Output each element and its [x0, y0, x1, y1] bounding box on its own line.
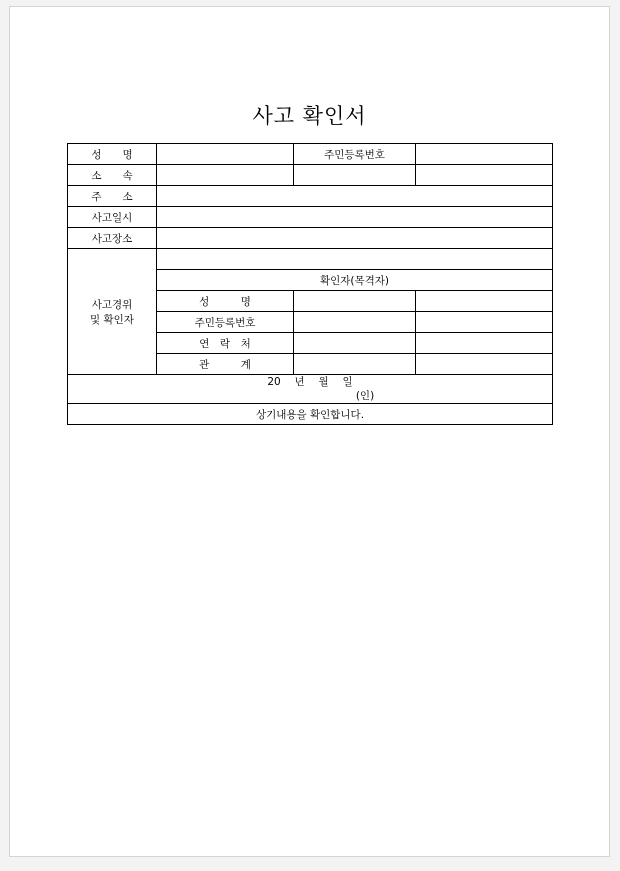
witness-name-label: 성 명: [157, 291, 294, 312]
witness-resident-id-field[interactable]: [294, 312, 416, 333]
confirmation-statement: 상기내용을 확인합니다.: [68, 404, 553, 425]
witness-contact-field[interactable]: [294, 333, 416, 354]
witness-relation-extra[interactable]: [416, 354, 553, 375]
resident-id-label: 주민등록번호: [294, 144, 416, 165]
witness-relation-label: 관 계: [157, 354, 294, 375]
accident-location-label: 사고장소: [68, 228, 157, 249]
accident-details-field[interactable]: [157, 249, 553, 270]
address-field[interactable]: [157, 186, 553, 207]
affiliation-field-1[interactable]: [157, 165, 294, 186]
witness-contact-extra[interactable]: [416, 333, 553, 354]
document-page: [9, 6, 610, 857]
address-label: 주 소: [68, 186, 157, 207]
witness-resident-id-extra[interactable]: [416, 312, 553, 333]
affiliation-field-3[interactable]: [416, 165, 553, 186]
affiliation-label: 소 속: [68, 165, 157, 186]
accident-details-label-line1: 사고경위: [91, 298, 133, 311]
witness-resident-id-label: 주민등록번호: [157, 312, 294, 333]
witness-header: 확인자(목격자): [157, 270, 553, 291]
accident-details-label: [68, 249, 157, 375]
seal-mark: (인): [355, 390, 375, 402]
witness-relation-field[interactable]: [294, 354, 416, 375]
accident-location-field[interactable]: [157, 228, 553, 249]
name-field[interactable]: [157, 144, 294, 165]
witness-contact-label: 연 락 처: [157, 333, 294, 354]
accident-datetime-label: 사고일시: [68, 207, 157, 228]
resident-id-field[interactable]: [416, 144, 553, 165]
date-cell: [68, 375, 553, 404]
accident-details-label-line2: 및 확인자: [90, 313, 134, 326]
witness-name-field[interactable]: [294, 291, 416, 312]
accident-datetime-field[interactable]: [157, 207, 553, 228]
document-title: 사고 확인서: [252, 104, 367, 128]
accident-confirmation-form: [67, 143, 553, 425]
witness-name-extra[interactable]: [416, 291, 553, 312]
affiliation-field-2[interactable]: [294, 165, 416, 186]
name-label: 성 명: [68, 144, 157, 165]
date-line: 20 년 월 일: [267, 376, 353, 388]
